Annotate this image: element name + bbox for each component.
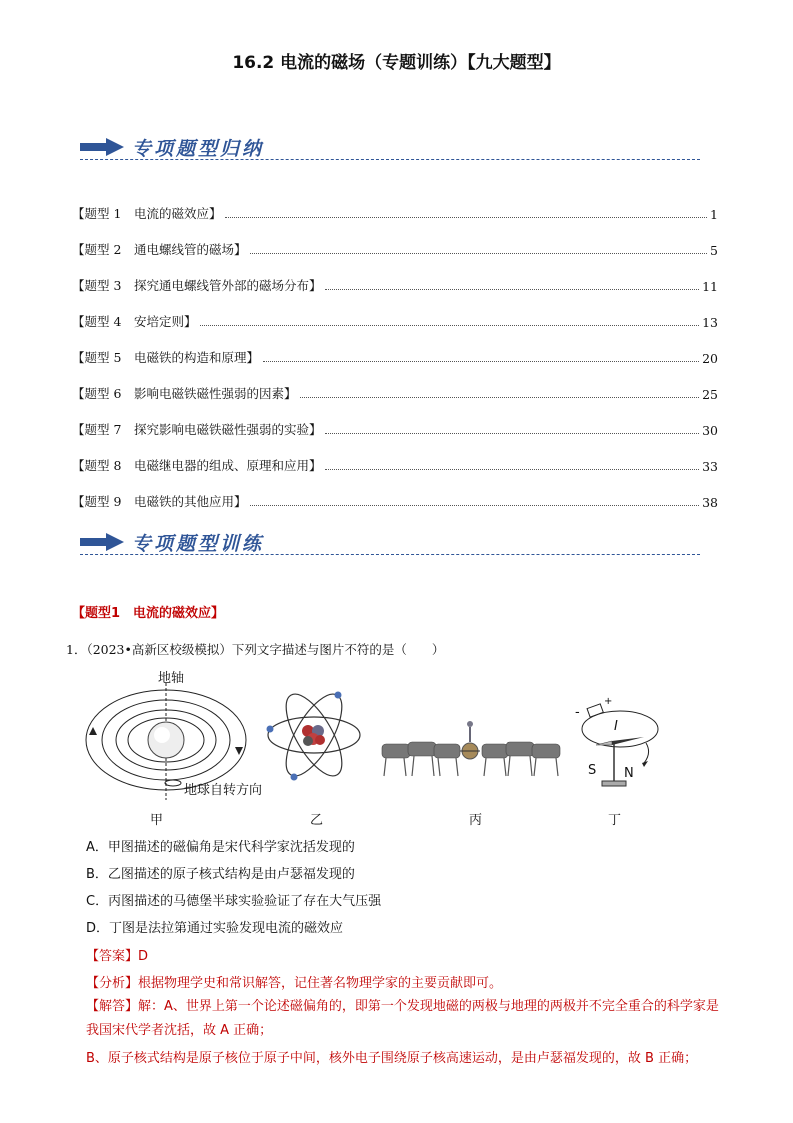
answer-line: [86, 945, 148, 964]
arrow-icon: [80, 533, 124, 551]
battery-minus-label: -: [575, 705, 580, 720]
option-c: C．丙图描述的马德堡半球实验验证了存在大气压强: [86, 894, 382, 909]
toc-leader: [250, 253, 707, 254]
toc-entry[interactable]: [72, 222, 718, 258]
option-d: D．丁图是法拉第通过实验发现电流的磁效应: [86, 921, 344, 936]
toc-entry[interactable]: [72, 186, 718, 222]
toc-leader: [325, 433, 699, 434]
section-header-training: [80, 527, 700, 557]
page-title: 16.2 电流的磁场（专题训练）【九大题型】: [232, 53, 561, 73]
earth-axis-label: 地轴: [158, 671, 185, 686]
section-label: 专项题型归纳: [132, 138, 265, 160]
atom-figure: [264, 677, 364, 797]
toc-page-number: 5: [710, 243, 718, 258]
toc-label: 影响电磁铁磁性强弱的因素】: [133, 386, 297, 401]
toc-prefix: 【题型 8: [72, 458, 134, 473]
toc-entry[interactable]: [72, 474, 718, 510]
toc-label: 安培定则】: [133, 314, 197, 329]
toc-entry[interactable]: [72, 402, 718, 438]
toc-prefix: 【题型 2: [72, 242, 134, 257]
toc-leader: [325, 469, 699, 470]
earth-rotation-label: 地球自转方向: [184, 783, 263, 798]
toc-leader: [225, 217, 707, 218]
toc-entry[interactable]: [72, 294, 718, 330]
toc-prefix: 【题型 7: [72, 422, 134, 437]
toc-page-number: 20: [702, 351, 718, 366]
toc-label: 电磁铁的构造和原理】: [133, 350, 259, 365]
solution-line-1: 解：A、世界上第一个论述磁偏角的，即第一个发现地磁的两极与地理的两极并不完全重合的科学家是我国宋代学者沈括，故 A 正确；: [86, 999, 719, 1038]
magdeburg-figure: [378, 720, 563, 790]
answer-text: D: [138, 949, 149, 964]
figure-caption-ding: 丁: [608, 813, 622, 828]
toc-page-number: 30: [702, 423, 718, 438]
oersted-figure: [568, 693, 663, 798]
option-a: A．甲图描述的磁偏角是宋代科学家沈括发现的: [86, 840, 355, 855]
toc-prefix: 【题型 4: [72, 314, 134, 329]
toc-leader: [200, 325, 699, 326]
answer-tag: 【答案】: [86, 949, 139, 964]
toc-page-number: 33: [702, 459, 718, 474]
toc-leader: [300, 397, 699, 398]
toc-prefix: 【题型 1: [72, 206, 134, 221]
toc-label: 探究影响电磁铁磁性强弱的实验】: [133, 422, 322, 437]
divider: [80, 554, 700, 555]
toc-page-number: 25: [702, 387, 718, 402]
s-pole-label: S: [588, 763, 597, 778]
arrow-icon: [80, 138, 124, 156]
toc-label: 电磁继电器的组成、原理和应用】: [133, 458, 322, 473]
figure-caption-jia: 甲: [150, 813, 164, 828]
figure-caption-yi: 乙: [310, 813, 324, 828]
current-label: I: [614, 719, 618, 734]
toc-page-number: 1: [710, 207, 718, 222]
n-pole-label: N: [624, 766, 634, 781]
question-figures: [78, 665, 718, 830]
section-label: 专项题型训练: [132, 533, 265, 555]
toc-page-number: 11: [702, 279, 718, 294]
section-header-summary: [80, 132, 700, 162]
toc-label: 电流的磁效应】: [133, 206, 222, 221]
solution-block: [86, 995, 726, 1071]
topic-heading: 【题型1 电流的磁效应】: [72, 606, 225, 621]
solution-line-2: B、原子核式结构是原子核位于原子中间，核外电子围绕原子核高速运动，是由卢瑟福发现的，故 B 正确；: [86, 1051, 698, 1066]
option-b: B．乙图描述的原子核式结构是由卢瑟福发现的: [86, 867, 355, 882]
toc-label: 探究通电螺线管外部的磁场分布】: [133, 278, 322, 293]
toc-entry[interactable]: [72, 330, 718, 366]
toc-entry[interactable]: [72, 438, 718, 474]
toc-entry[interactable]: [72, 366, 718, 402]
toc-label: 通电螺线管的磁场】: [133, 242, 247, 257]
toc-prefix: 【题型 5: [72, 350, 134, 365]
toc-page-number: 38: [702, 495, 718, 510]
toc-prefix: 【题型 9: [72, 494, 134, 509]
analysis-text: 根据物理学史和常识解答，记住著名物理学家的主要贡献即可。: [138, 976, 503, 991]
toc-leader: [263, 361, 699, 362]
toc-entry[interactable]: [72, 258, 718, 294]
toc-leader: [325, 289, 699, 290]
toc-label: 电磁铁的其他应用】: [133, 494, 247, 509]
toc-prefix: 【题型 3: [72, 278, 134, 293]
toc-prefix: 【题型 6: [72, 386, 134, 401]
figure-caption-bing: 丙: [469, 813, 483, 828]
question-stem: 1．（2023•高新区校级模拟）下列文字描述与图片不符的是（ ）: [66, 642, 445, 657]
divider: [80, 159, 700, 160]
table-of-contents: [72, 186, 718, 510]
battery-plus-label: +: [604, 696, 613, 707]
toc-page-number: 13: [702, 315, 718, 330]
solution-tag: 【解答】: [86, 999, 139, 1014]
analysis-tag: 【分析】: [86, 976, 139, 991]
analysis-line: [86, 972, 502, 991]
toc-leader: [250, 505, 699, 506]
